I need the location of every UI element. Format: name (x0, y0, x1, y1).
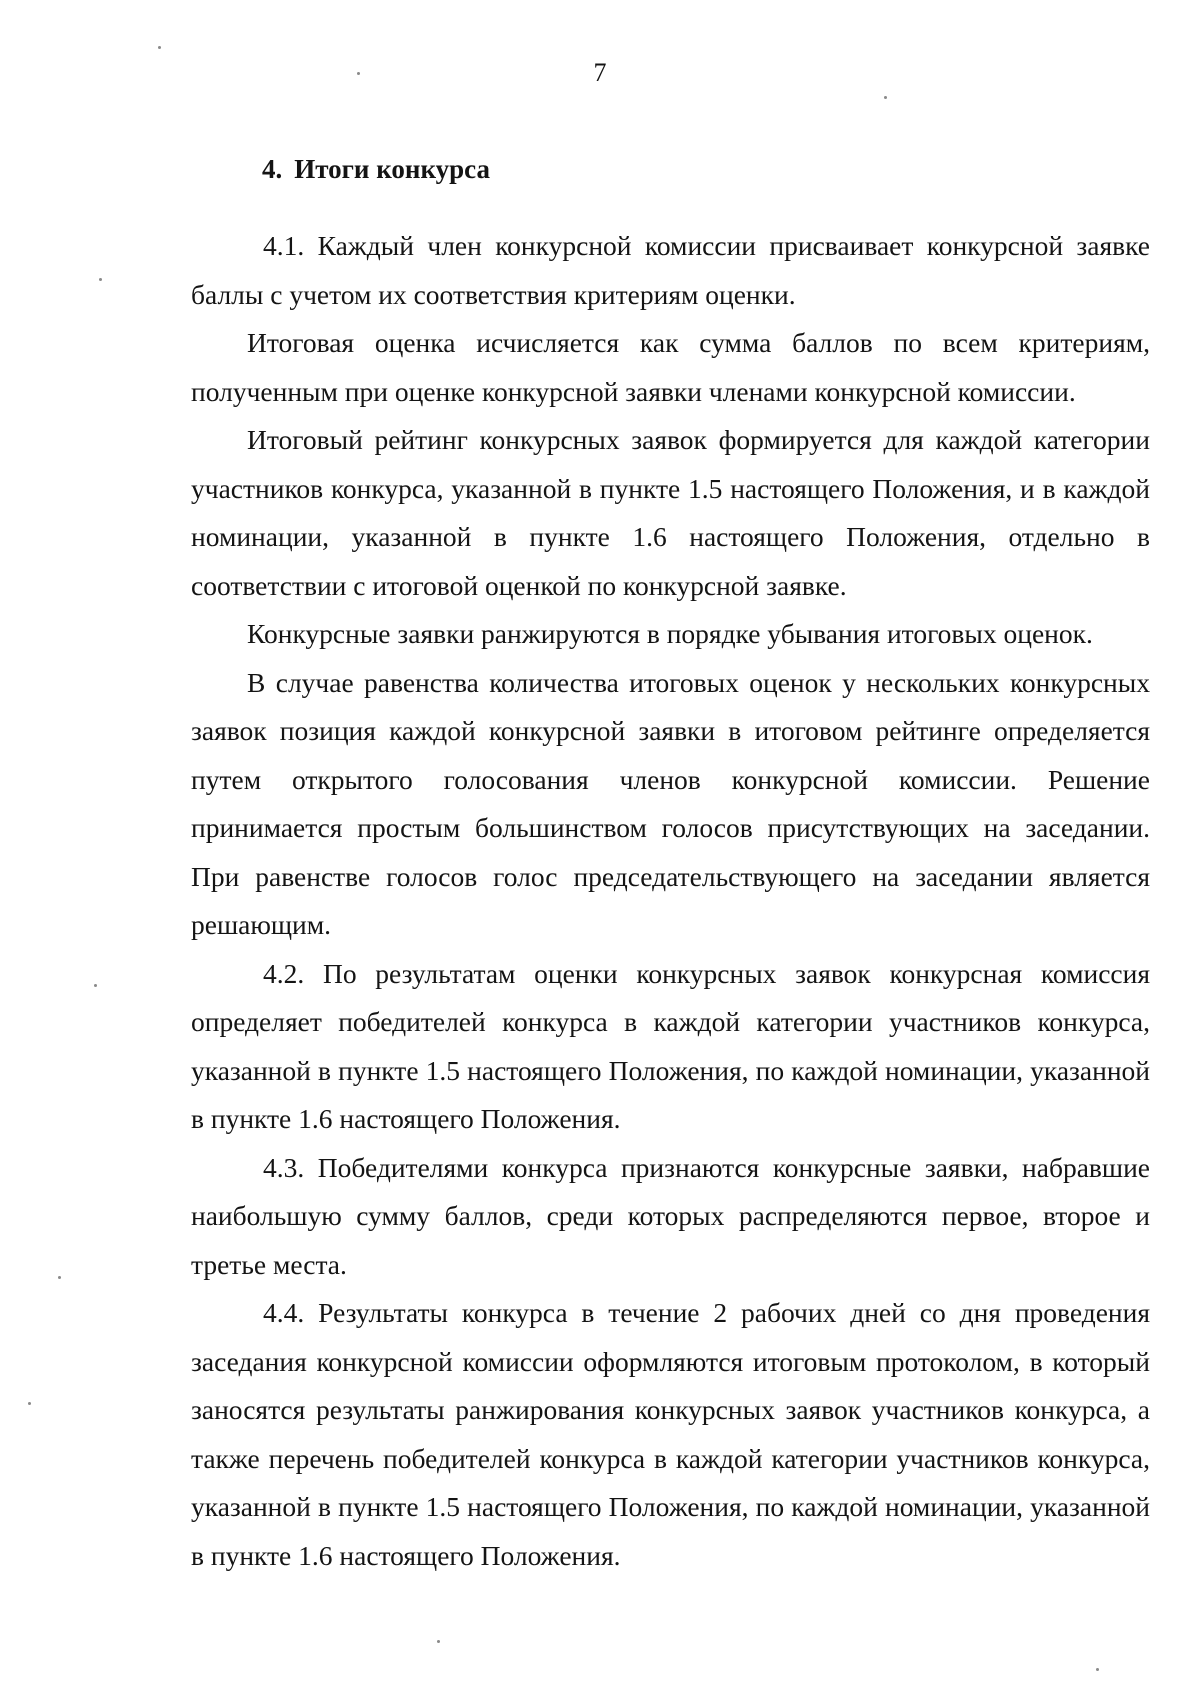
scan-speck (158, 46, 161, 49)
scan-speck (884, 96, 887, 99)
scan-speck (357, 72, 360, 75)
paragraph-4-1: 4.1. Каждый член конкурсной комиссии присваивает конкурсной заявке баллы с учетом их соответствия критериям оценки. (191, 230, 1150, 310)
scan-speck (99, 278, 102, 281)
section-heading (262, 152, 490, 186)
document-body (191, 222, 1150, 1580)
section-title: Итоги конкурса (294, 154, 490, 184)
paragraph: Итоговый рейтинг конкурсных заявок формируется для каждой категории участников конкурса, указанной в пункте 1.5 настоящего Положения, и в каждой номинации, указанной в пункте 1.6 настоящего Положения, отдельно в соответствии с итоговой оценкой по конкурсной заявке. (191, 424, 1150, 601)
paragraph-4-3: 4.3. Победителями конкурса признаются конкурсные заявки, набравшие наибольшую сумму баллов, среди которых распределяются первое, второе и третье места. (191, 1151, 1150, 1280)
page-number: 7 (593, 58, 607, 87)
paragraph-4-2: 4.2. По результатам оценки конкурсных заявок конкурсная комиссия определяет победителей конкурса в каждой категории участников конкурса, указанной в пункте 1.5 настоящего Положения, по каждой номинации, указанной в пункте 1.6 настоящего Положения. (191, 957, 1150, 1134)
scan-speck (28, 1402, 31, 1405)
scan-speck (437, 1640, 440, 1643)
scan-speck (1096, 1668, 1099, 1671)
scan-speck (58, 1276, 61, 1279)
paragraph: Итоговая оценка исчисляется как сумма баллов по всем критериям, полученным при оценке конкурсной заявки членами конкурсной комиссии. (191, 327, 1150, 407)
paragraph-4-4: 4.4. Результаты конкурса в течение 2 рабочих дней со дня проведения заседания конкурсной комиссии оформляются итоговым протоколом, в который заносятся результаты ранжирования конкурсных заявок участников конкурса, а также перечень победителей конкурса в каждой категории участников конкурса, указанной в пункте 1.5 настоящего Положения, по каждой номинации, указанной в пункте 1.6 настоящего Положения. (191, 1297, 1150, 1571)
paragraph: Конкурсные заявки ранжируются в порядке убывания итоговых оценок. (247, 618, 1093, 649)
paragraph: В случае равенства количества итоговых оценок у нескольких конкурсных заявок позиция каждой конкурсной заявки в итоговом рейтинге определяется путем открытого голосования членов конкурсной комиссии. Решение принимается простым большинством голосов присутствующих на заседании. При равенстве голосов голос председательствующего на заседании является решающим. (191, 666, 1150, 940)
scan-speck (94, 984, 97, 987)
section-number: 4. (262, 154, 283, 184)
